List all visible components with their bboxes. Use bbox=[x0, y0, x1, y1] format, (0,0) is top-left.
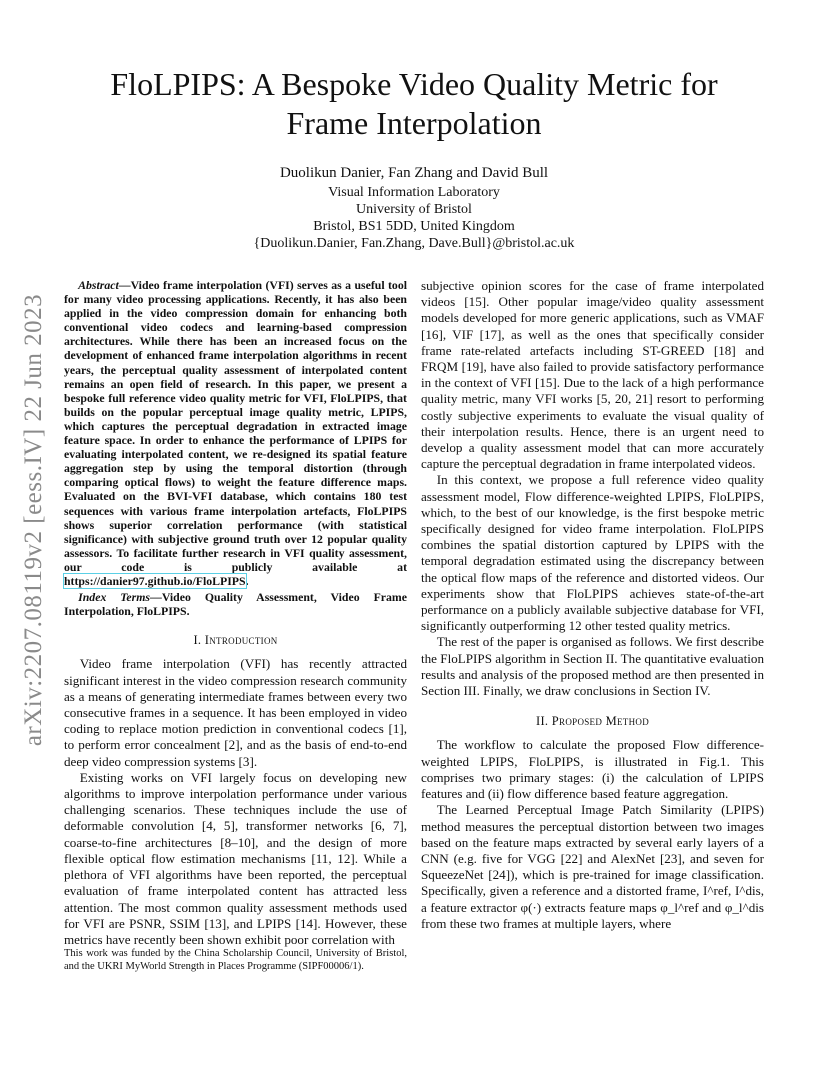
index-terms bbox=[64, 590, 407, 618]
method-paragraph-2: The Learned Perceptual Image Patch Similarity (LPIPS) method measures the perceptual distortion between two images based on the feature maps extracted by several early layers of a CNN (e.g. five for VGG [22] and AlexNet [23], and seven for SqueezeNet [24]), which is pre-trained for image classification. Specifically, given a reference and a distorted frame, I^ref, I^dis, a feature extractor φ(·) extracts feature maps φ_l^ref and φ_l^dis from these two frames at multiple layers, where bbox=[421, 802, 764, 931]
title-line-2: Frame Interpolation bbox=[286, 105, 542, 141]
section-heading-introduction: I. Introduction bbox=[193, 633, 278, 648]
method-paragraph-1: The workflow to calculate the proposed Flow difference-weighted LPIPS, FloLPIPS, is illustrated in Fig.1. This comprises two primary stages: (i) the calculation of LPIPS features and (ii) flow difference based feature aggregation. bbox=[421, 737, 764, 802]
intro-paragraph-2: Existing works on VFI largely focus on developing new algorithms to improve interpolation performance under various challenging scenarios. These techniques include the use of deformable convolution [4, 5], transformer networks [6, 7], coarse-to-fine architectures [8–10], and the design of more flexible optical flow estimation mechanisms [11, 12]. While a plethora of VFI algorithms have been reported, the perceptual evaluation of frame interpolated content has attracted less attention. The most common quality assessment methods used for VFI are PSNR, SSIM [13], and LPIPS [14]. However, these metrics have recently been shown exhibit poor correlation with bbox=[64, 769, 407, 947]
section-heading-proposed-method: II. Proposed Method bbox=[536, 714, 649, 729]
intro-paragraph-4: The rest of the paper is organised as follows. We first describe the FloLPIPS algorithm in Section II. The quantitative evaluation results and analysis of the proposed method are then presented in Section III. Finally, we draw conclusions in Section IV. bbox=[421, 634, 764, 699]
intro-paragraph-3: In this context, we propose a full reference video quality assessment model, Flow difference-weighted LPIPS, FloLPIPS, which, to the best of our knowledge, is the first bespoke metric specifically designed for video frame interpolation. FloLPIPS combines the spatial distortion captured by LPIPS with the temporal degradation estimated using the discrepancy between the optical flow maps of the reference and distorted videos. Our experiments show that FloLPIPS achieves state-of-the-art performance on a publicly available subjective database for VFI, significantly outperforming 12 other tested quality metrics. bbox=[421, 472, 764, 634]
funding-footnote: This work was funded by the China Scholarship Council, University of Bristol, and the UKRI MyWorld Strength in Places Programme (SIPF00006/1). bbox=[64, 948, 407, 972]
index-terms-label: Index Terms bbox=[78, 590, 151, 605]
title-line-1: FloLPIPS: A Bespoke Video Quality Metric for bbox=[110, 66, 718, 102]
code-url-link[interactable]: https://danier97.github.io/FloLPIPS bbox=[64, 573, 246, 588]
affiliation-university: University of Bristol bbox=[356, 202, 472, 217]
affiliation-address: Bristol, BS1 5DD, United Kingdom bbox=[313, 219, 515, 234]
paper-title bbox=[60, 65, 768, 143]
abstract-body: —Video frame interpolation (VFI) serves as a useful tool for many video processing applications. Recently, it has also been applied in the video compression domain for enhancing both conventional video codecs and learning-based compression architectures. While there has been an increased focus on the development of enhanced frame interpolation algorithms in recent years, the perceptual quality assessment of interpolated content remains an open field of research. In this paper, we present a bespoke full reference video quality metric for VFI, FloLPIPS, that builds on the popular perceptual image quality metric, LPIPS, which captures the perceptual degradation in extracted image feature space. In order to enhance the performance of LPIPS for evaluating interpolated content, we re-designed its spatial feature aggregation step by using the temporal distortion (through comparing optical flows) to weight the feature difference maps. Evaluated on the BVI-VFI database, which contains 180 test sequences with various frame interpolation artefacts, FloLPIPS shows superior correlation performance (with statistical significance) with subjective ground truth over 12 popular quality assessors. To facilitate further research in VFI quality assessment, our code is publicly available at bbox=[64, 278, 407, 574]
intro-paragraph-1: Video frame interpolation (VFI) has recently attracted significant interest in the video compression research community as a means of generating intermediate frames between every two consecutive frames in a sequence. It has been employed in video coding to replace motion prediction in conventional codecs [1], to perform error concealment [2], and as the basis of end-to-end deep video compression systems [3]. bbox=[64, 656, 407, 769]
author-block bbox=[0, 165, 828, 252]
affiliation-lab: Visual Information Laboratory bbox=[328, 185, 500, 200]
right-column bbox=[421, 278, 764, 932]
author-names: Duolikun Danier, Fan Zhang and David Bull bbox=[279, 165, 549, 181]
arxiv-identifier: arXiv:2207.08119v2 [eess.IV] 22 Jun 2023 bbox=[20, 293, 47, 747]
intro-paragraph-2-continued: subjective opinion scores for the case of frame interpolated videos [15]. Other popular image/video quality assessment models developed for more generic applications, such as VMAF [16], VIF [17], as well as the ones that specifically consider frame rate-related artefacts including ST-GREED [18] and FRQM [19], have also failed to provide satisfactory performance in the context of VFI [15]. Due to the lack of a high performance quality metric, many VFI works [5, 20, 21] resort to performing costly subjective experiments to evaluate the visual quality of their interpolation results. Hence, there is an urgent need to develop a quality assessment model that can more accurately capture the perceptual degradation in frame interpolated videos. bbox=[421, 278, 764, 472]
abstract-label: Abstract bbox=[78, 278, 119, 292]
abstract: Abstract—Video frame interpolation (VFI) serves as a useful tool for many video processing applications. Recently, it has also been applied in the video compression domain for enhancing both conventional video codecs and learning-based compression architectures. While there has been an increased focus on the development of enhanced frame interpolation algorithms in recent years, the perceptual quality assessment of interpolated content remains an open field of research. In this paper, we present a bespoke full reference video quality metric for VFI, FloLPIPS, that builds on the popular perceptual image quality metric, LPIPS, which captures the perceptual degradation in extracted image feature space. In order to enhance the performance of LPIPS for evaluating interpolated content, we re-designed its spatial feature aggregation step by using the temporal distortion (through comparing optical flows) to weight the feature difference maps. Evaluated on the BVI-VFI database, which contains 180 test sequences with various frame interpolation artefacts, FloLPIPS shows superior correlation performance (with statistical significance) with subjective ground truth over 12 popular quality assessors. To facilitate further research in VFI quality assessment, our code is publicly available at https://danier97.github.io/FloLPIPS. bbox=[64, 278, 407, 588]
index-terms-body: —Video Quality Assessment, Video Frame Interpolation, FloLPIPS. bbox=[64, 590, 407, 619]
arxiv-sidebar-stamp bbox=[14, 290, 54, 750]
left-column bbox=[64, 278, 407, 948]
author-emails: {Duolikun.Danier, Fan.Zhang, Dave.Bull}@bristol.ac.uk bbox=[253, 236, 575, 251]
